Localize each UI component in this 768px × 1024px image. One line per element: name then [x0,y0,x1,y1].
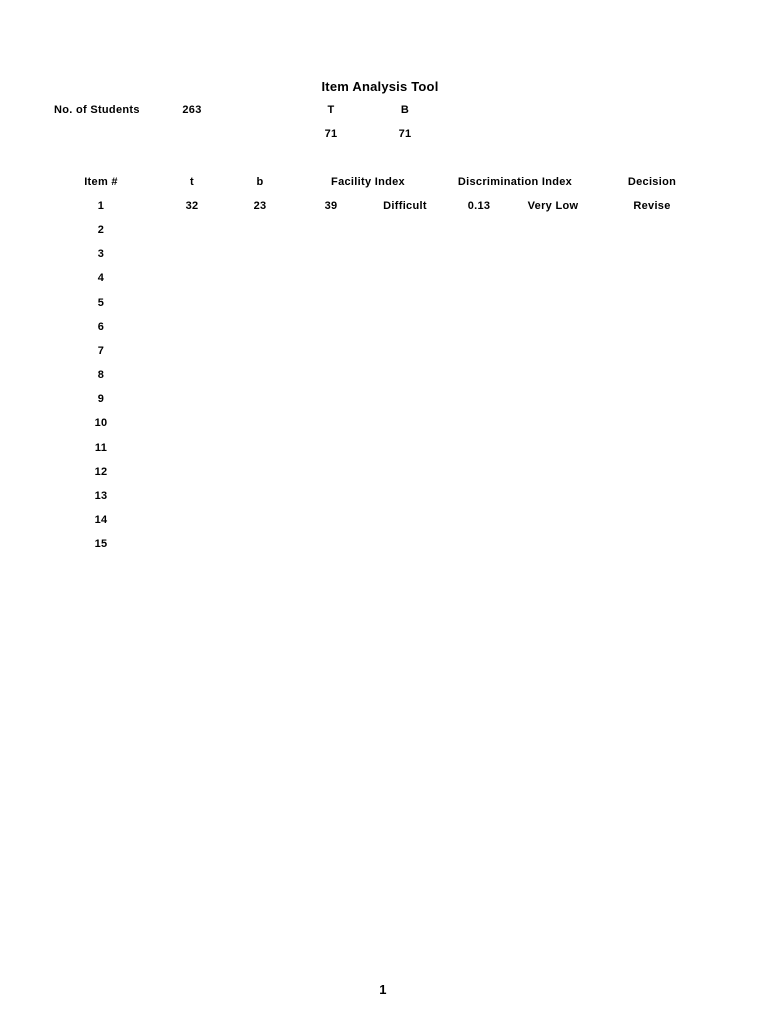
row-facility-label: Difficult [383,200,427,212]
bottom-group-header: B [400,104,410,116]
top-group-value: 71 [324,128,338,140]
row-item-number: 12 [94,466,108,478]
row-item-number: 2 [97,224,105,236]
top-group-header: T [327,104,335,116]
row-item-number: 10 [94,417,108,429]
header-b: b [256,176,264,188]
row-discrimination-label: Very Low [527,200,579,212]
header-decision: Decision [627,176,677,188]
row-decision: Revise [633,200,671,212]
row-item-number: 15 [94,538,108,550]
students-label: No. of Students [54,104,140,116]
row-item-number: 1 [97,200,105,212]
row-item-number: 13 [94,490,108,502]
header-item: Item # [84,176,118,188]
row-item-number: 9 [97,393,105,405]
row-item-number: 5 [97,297,105,309]
page-number: 1 [379,982,387,997]
row-item-number: 7 [97,345,105,357]
row-item-number: 6 [97,321,105,333]
row-item-number: 14 [94,514,108,526]
row-item-number: 4 [97,272,105,284]
row-discrimination-value: 0.13 [467,200,491,212]
row-b-value: 23 [253,200,267,212]
page-title: Item Analysis Tool [321,79,439,94]
header-discrimination-index: Discrimination Index [457,176,573,188]
row-item-number: 3 [97,248,105,260]
students-value: 263 [182,104,202,116]
row-item-number: 8 [97,369,105,381]
row-t-value: 32 [185,200,199,212]
header-t: t [190,176,194,188]
bottom-group-value: 71 [398,128,412,140]
header-facility-index: Facility Index [331,176,405,188]
row-item-number: 11 [94,442,108,454]
row-facility-value: 39 [324,200,338,212]
